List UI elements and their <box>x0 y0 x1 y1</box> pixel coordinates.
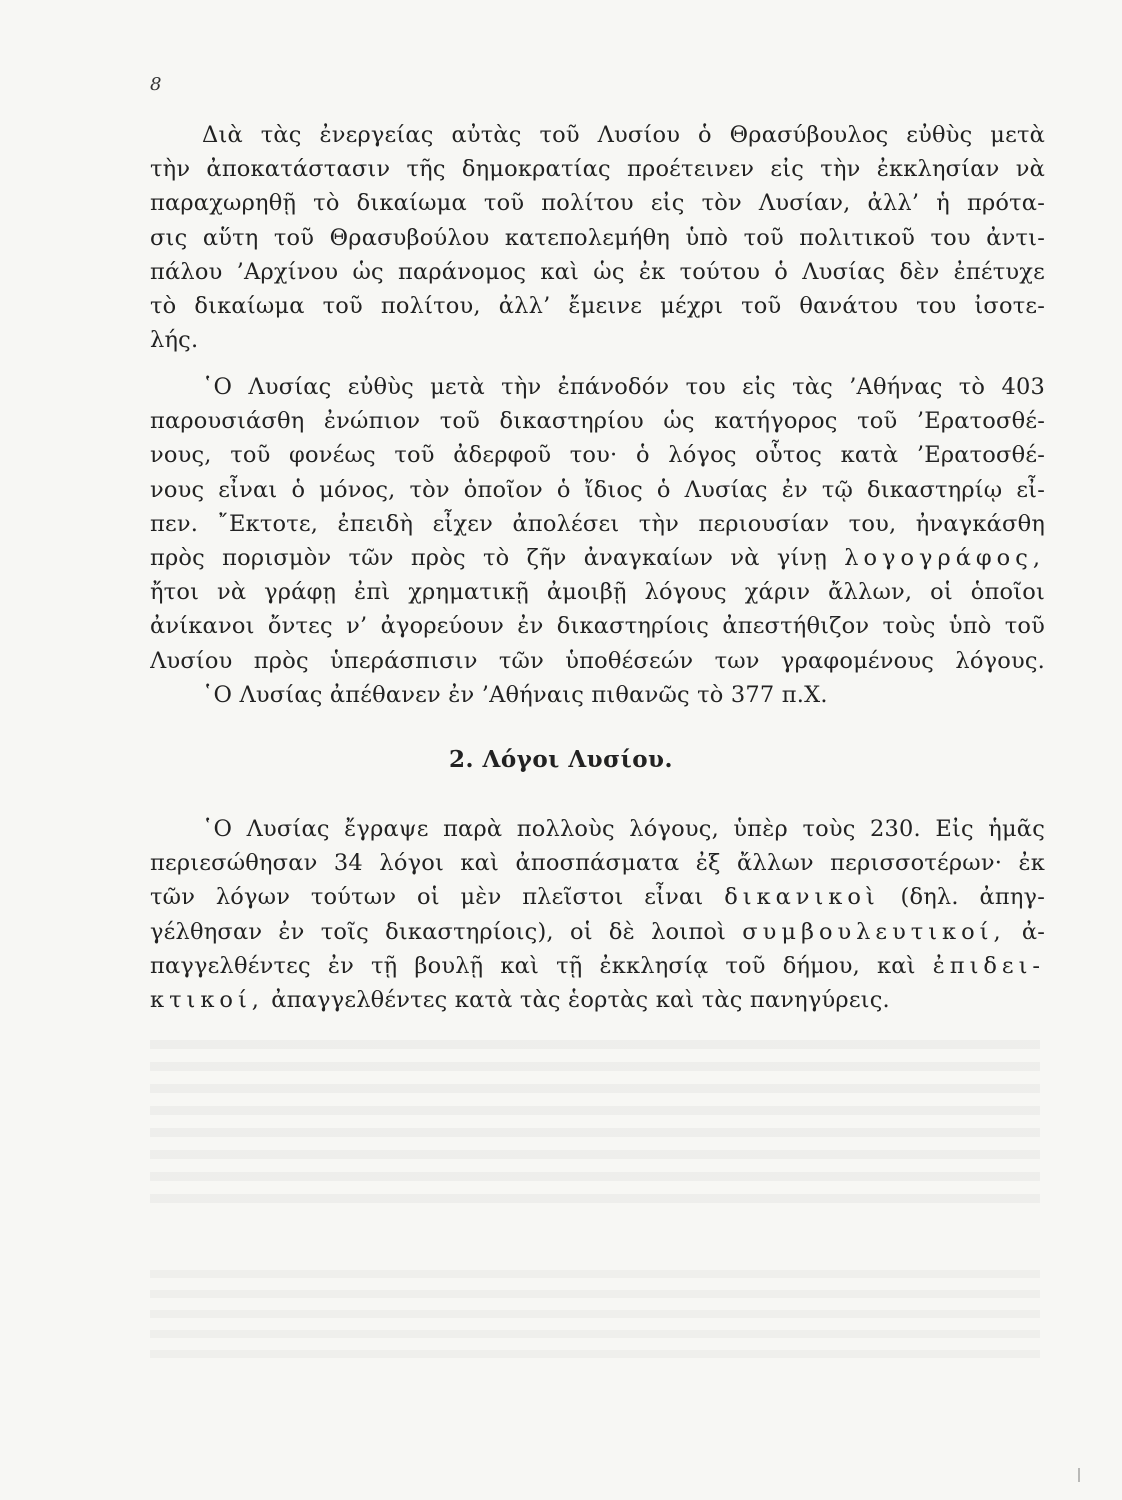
spaced-word: λογογράφος, <box>844 544 1045 571</box>
text-line: παραχωρηθῇ τὸ δικαίωμα τοῦ πολίτου εἰς τὸν Λυσίαν, ἀλλ’ ἡ πρότα- <box>150 190 1045 217</box>
text-line: τὸ δικαίωμα τοῦ πολίτου, ἀλλ’ ἔμεινε μέχρι τοῦ θανάτου του ἰσοτε- <box>150 292 1045 319</box>
text-line: παρουσιάσθη ἐνώπιον τοῦ δικαστηρίου ὡς κατήγορος τοῦ ’Ερατοσθέ- <box>150 408 1045 435</box>
paragraph-1 <box>150 118 1045 357</box>
text-segment: ἀ- <box>1021 918 1045 945</box>
paper-mark <box>1078 1468 1080 1482</box>
text-line: νους, τοῦ φονέως τοῦ ἀδερφοῦ του· ὁ λόγος οὗτος κατὰ ’Ερατοσθέ- <box>150 442 1045 469</box>
spaced-word: κτικοί, <box>150 986 264 1013</box>
text-line <box>150 915 1045 949</box>
text-segment: πρὸς πορισμὸν τῶν πρὸς τὸ ζῆν ἀναγκαίων νὰ γίνῃ <box>150 544 828 571</box>
show-through-texture <box>150 1040 1040 1210</box>
text-line <box>150 949 1045 983</box>
text-line: νους εἶναι ὁ μόνος, τὸν ὁποῖον ὁ ἴδιος ὁ Λυσίας ἐν τῷ δικαστηρίῳ εἶ- <box>150 476 1045 503</box>
text-line: ῾Ο Λυσίας ἔγραψε παρὰ πολλοὺς λόγους, ὑπὲρ τοὺς 230. Εἰς ἡμᾶς <box>202 816 1045 842</box>
text-line <box>150 880 1045 914</box>
text-line <box>150 983 1045 1017</box>
text-line: ῾Ο Λυσίας ἀπέθανεν ἐν ’Αθήναις πιθανῶς τὸ 377 π.Χ. <box>202 682 828 708</box>
spaced-word: δικανικοὶ <box>724 884 880 911</box>
paragraph-4 <box>150 812 1045 1017</box>
text-line <box>150 541 1045 575</box>
text-line: πεν. ῎Εκτοτε, ἐπειδὴ εἶχεν ἀπολέσει τὴν περιουσίαν του, ἠναγκάσθη <box>150 510 1045 537</box>
text-segment: (δηλ. ἀπηγ- <box>900 884 1045 911</box>
text-segment: γέλθησαν ἐν τοῖς δικαστηρίοις), οἱ δὲ λοιποὶ <box>150 918 727 945</box>
spaced-word: ἐπιδει- <box>932 952 1045 979</box>
text-line: ἤτοι νὰ γράφῃ ἐπὶ χρηματικῇ ἀμοιβῇ λόγους χάριν ἄλλων, οἱ ὁποῖοι <box>150 579 1045 606</box>
text-line: ἀνίκανοι ὄντες ν’ ἀγορεύουν ἐν δικαστηρίοις ἀπεστήθιζον τοὺς ὑπὸ τοῦ <box>150 613 1045 640</box>
text-line: σις αὕτη τοῦ Θρασυβούλου κατεπολεμήθη ὑπὸ τοῦ πολιτικοῦ του ἀντι- <box>150 224 1045 251</box>
text-line: λής. <box>150 327 199 354</box>
paragraph-3 <box>150 678 1045 712</box>
spaced-word: συμβουλευτικοί, <box>742 918 1006 945</box>
show-through-texture <box>150 1270 1040 1370</box>
text-segment: ἀπαγγελθέντες κατὰ τὰς ἑορτὰς καὶ τὰς πανηγύρεις. <box>271 986 890 1013</box>
text-line: Διὰ τὰς ἐνεργείας αὐτὰς τοῦ Λυσίου ὁ Θρασύβουλος εὐθὺς μετὰ <box>202 122 1045 148</box>
text-line: ῾Ο Λυσίας εὐθὺς μετὰ τὴν ἐπάνοδόν του εἰς τὰς ’Αθήνας τὸ 403 <box>202 374 1045 400</box>
text-line: περιεσώθησαν 34 λόγοι καὶ ἀποσπάσματα ἐξ ἄλλων περισσοτέρων· ἐκ <box>150 850 1045 877</box>
page-number: 8 <box>150 74 162 95</box>
text-line: πάλου ’Αρχίνου ὡς παράνομος καὶ ὡς ἐκ τούτου ὁ Λυσίας δὲν ἐπέτυχε <box>150 258 1045 285</box>
text-line: Λυσίου πρὸς ὑπεράσπισιν τῶν ὑποθέσεών των γραφομένους λόγους. <box>150 647 1045 674</box>
text-segment: παγγελθέντες ἐν τῇ βουλῇ καὶ τῇ ἐκκλησίᾳ τοῦ δήμου, καὶ <box>150 952 916 979</box>
text-segment: τῶν λόγων τούτων οἱ μὲν πλεῖστοι εἶναι <box>150 884 704 911</box>
section-heading: 2. Λόγοι Λυσίου. <box>448 746 674 773</box>
text-line: τὴν ἀποκατάστασιν τῆς δημοκρατίας προέτεινεν εἰς τὴν ἐκκλησίαν νὰ <box>150 156 1045 183</box>
paragraph-2 <box>150 370 1045 678</box>
